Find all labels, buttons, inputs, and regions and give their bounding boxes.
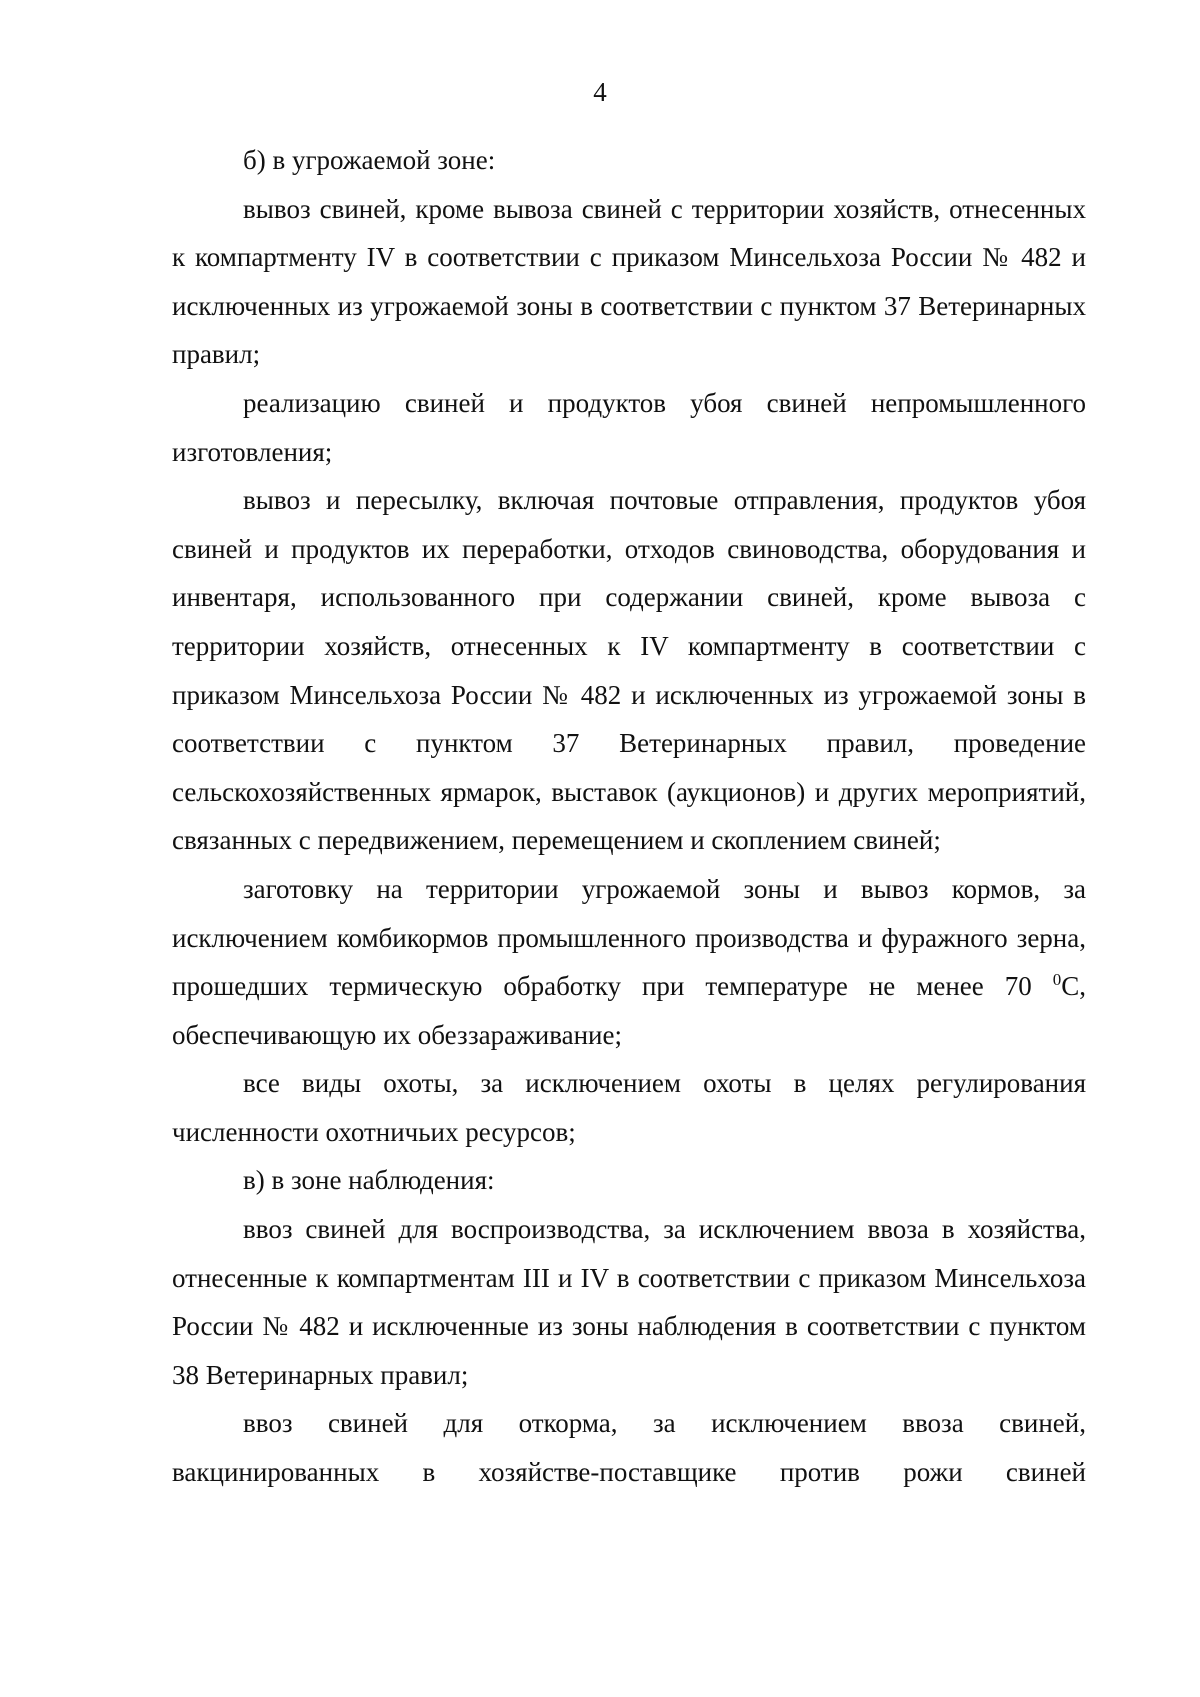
paragraph-observation-zone-heading: в) в зоне наблюдения:	[243, 1165, 495, 1196]
paragraph-pig-export: вывоз свиней, кроме вывоза свиней с территории хозяйств, отнесенных к компартменту IV в соответствии с приказом Минсельхоза России № 482 и исключенных из угрожаемой зоны в соответствии с пунктом 37 Ветеринарных правил;	[172, 193, 1086, 370]
temperature-degree: 0	[1052, 970, 1062, 990]
temperature-value: 70	[1004, 971, 1032, 1002]
paragraph-products-export: вывоз и пересылку, включая почтовые отправления, продуктов убоя свиней и продуктов их переработки, отходов свиноводства, оборудования и инвентаря, использованного при содержании свиней, кроме вывоза с территории хозяйств, отнесенных к IV компартменту в соответствии с приказом Минсельхоза России № 482 и исключенных из угрожаемой зоны в соответствии с пунктом 37 Ветеринарных правил, проведение сельскохозяйственных ярмарок, выставок (аукционов) и других мероприятий, связанных с передвижением, перемещением и скоплением свиней;	[172, 485, 1086, 856]
paragraph-threatened-zone-heading: б) в угрожаемой зоне:	[243, 145, 496, 175]
paragraph-breeding-import: ввоз свиней для воспроизводства, за исключением ввоза в хозяйства, отнесенные к компартментам III и IV в соответствии с приказом Минсельхоза России № 482 и исключенные из зоны наблюдения в соответствии с пунктом 38 Ветеринарных правил;	[172, 1214, 1086, 1390]
temperature-unit: С, обеспечивающую их обеззараживание;	[172, 971, 1086, 1050]
paragraph-pig-sale: реализацию свиней и продуктов убоя свиней непромышленного изготовления;	[172, 387, 1086, 467]
paragraph-hunting: все виды охоты, за исключением охоты в целях регулирования численности охотничьих ресурсов;	[172, 1068, 1086, 1147]
feed-procurement-text: заготовку на территории угрожаемой зоны и вывоз кормов, за исключением комбикормов промышленного производства и фуражного зерна, прошедших термическую обработку при температуре не менее	[172, 873, 1086, 1002]
page-number: 4	[593, 77, 607, 107]
paragraph-fattening-import: ввоз свиней для откорма, за исключением ввоза свиней, вакцинированных в хозяйстве-поставщике против рожи свиней	[172, 1408, 1086, 1488]
paragraph-feed-procurement	[172, 865, 1086, 1059]
document-body	[172, 136, 1086, 1497]
